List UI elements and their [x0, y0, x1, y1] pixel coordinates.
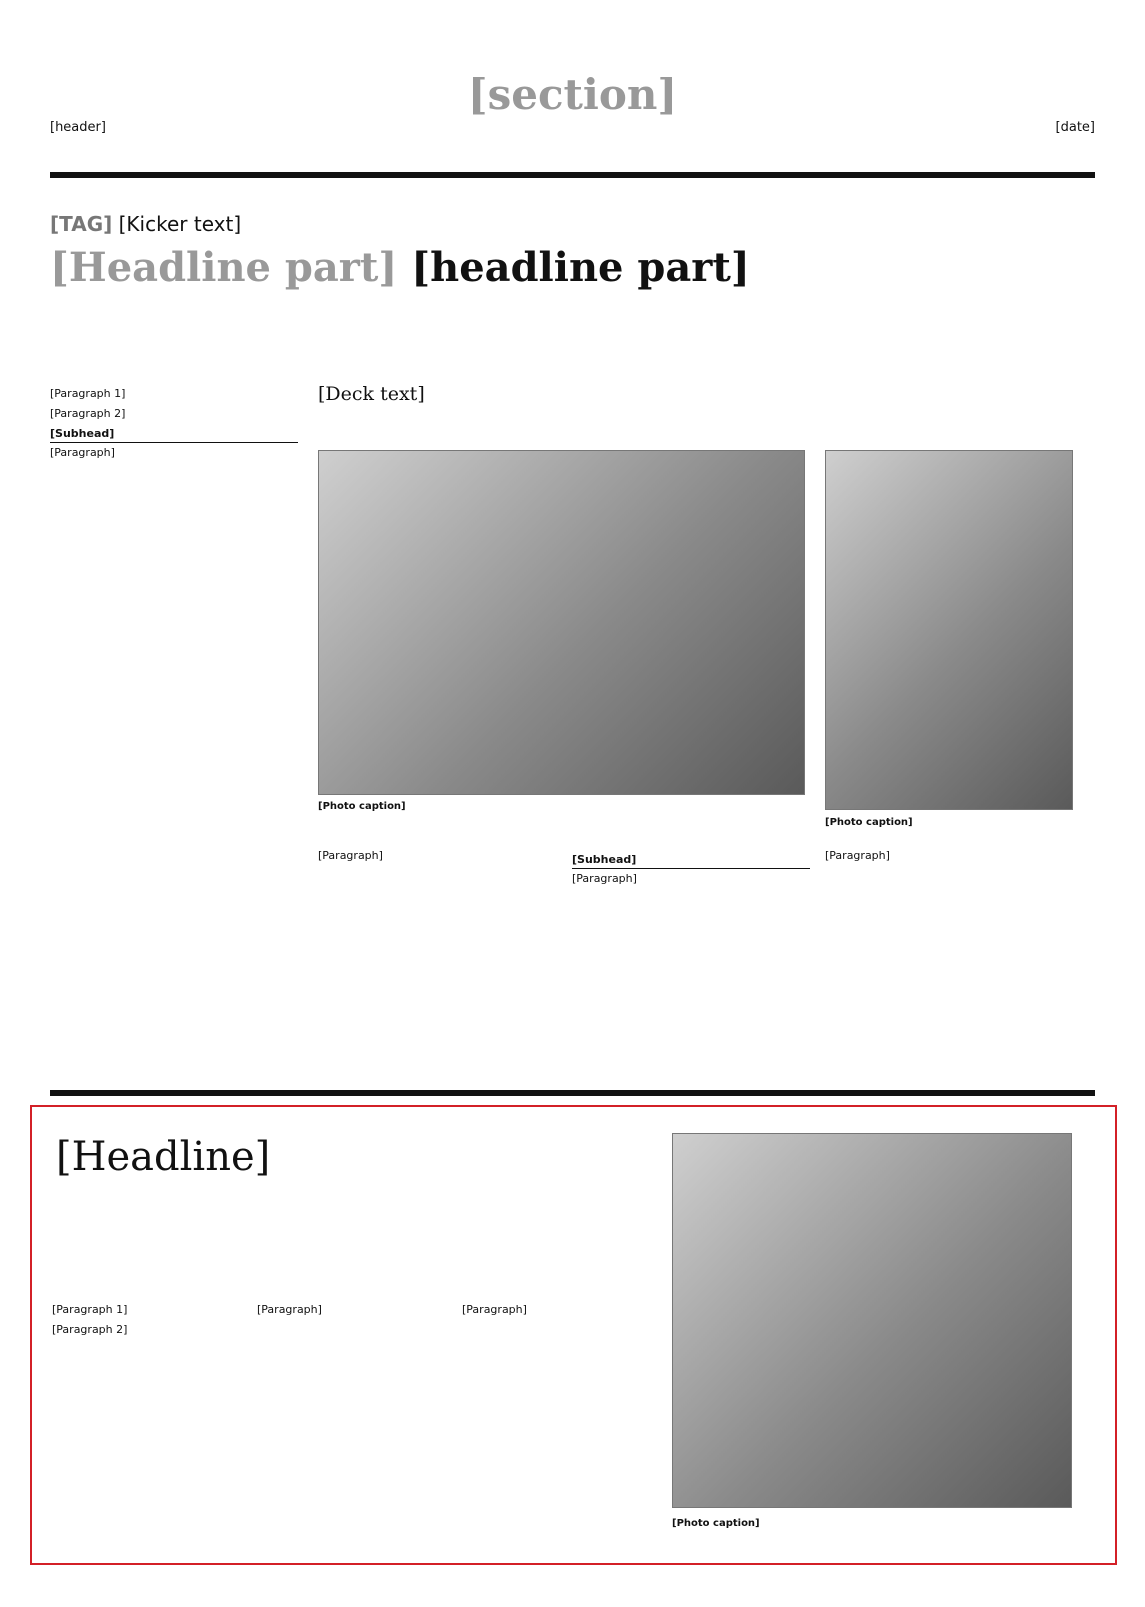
- headline-gray: [Headline part]: [50, 244, 398, 291]
- header-left: [header]: [50, 120, 106, 135]
- body-paragraph: [Paragraph]: [825, 849, 890, 862]
- body-paragraph: [Paragraph 2]: [50, 406, 126, 420]
- photo1-caption: [Photo caption]: [318, 801, 406, 812]
- article1-kicker: [50, 212, 241, 236]
- page-header: [50, 60, 1095, 180]
- bridge-photo: [318, 450, 805, 795]
- body-paragraph: [Paragraph 1]: [52, 1303, 128, 1316]
- body-paragraph: [Paragraph]: [572, 871, 637, 885]
- article2-col2: [257, 1302, 447, 1322]
- body-paragraph: [Paragraph 1]: [50, 387, 126, 400]
- section-rule: [50, 1090, 1095, 1096]
- article2-col1: [52, 1302, 242, 1342]
- article2-headline: [Headline]: [56, 1134, 271, 1180]
- article1-col3: [572, 848, 810, 891]
- headline-dark: [headline part]: [411, 244, 750, 291]
- article1-col1: [50, 386, 298, 465]
- header-date: [date]: [1055, 120, 1095, 135]
- body-paragraph: [Paragraph]: [462, 1303, 527, 1316]
- body-paragraph: [Paragraph 2]: [52, 1322, 128, 1336]
- subhead: [Subhead]: [572, 852, 810, 869]
- body-paragraph: [Paragraph]: [257, 1303, 322, 1316]
- article2-box: [30, 1105, 1117, 1565]
- header-rule: [50, 172, 1095, 178]
- article1-deck: [Deck text]: [318, 383, 425, 405]
- body-paragraph: [Paragraph]: [50, 445, 115, 459]
- kicker-text: [Kicker text]: [118, 212, 242, 236]
- body-paragraph: [Paragraph]: [318, 849, 383, 862]
- article1-col2: [318, 848, 556, 868]
- article2-col3: [462, 1302, 652, 1322]
- subhead: [Subhead]: [50, 426, 298, 443]
- portrait-photo: [825, 450, 1073, 810]
- article1-col4: [825, 848, 1073, 868]
- section-title: [section]: [467, 70, 678, 119]
- article1-headline: [50, 245, 1095, 291]
- santos-photo: [672, 1133, 1072, 1508]
- photo2-caption: [Photo caption]: [825, 817, 913, 828]
- kicker-tag: [TAG]: [50, 212, 113, 236]
- article2-photo-caption: [Photo caption]: [672, 1518, 760, 1529]
